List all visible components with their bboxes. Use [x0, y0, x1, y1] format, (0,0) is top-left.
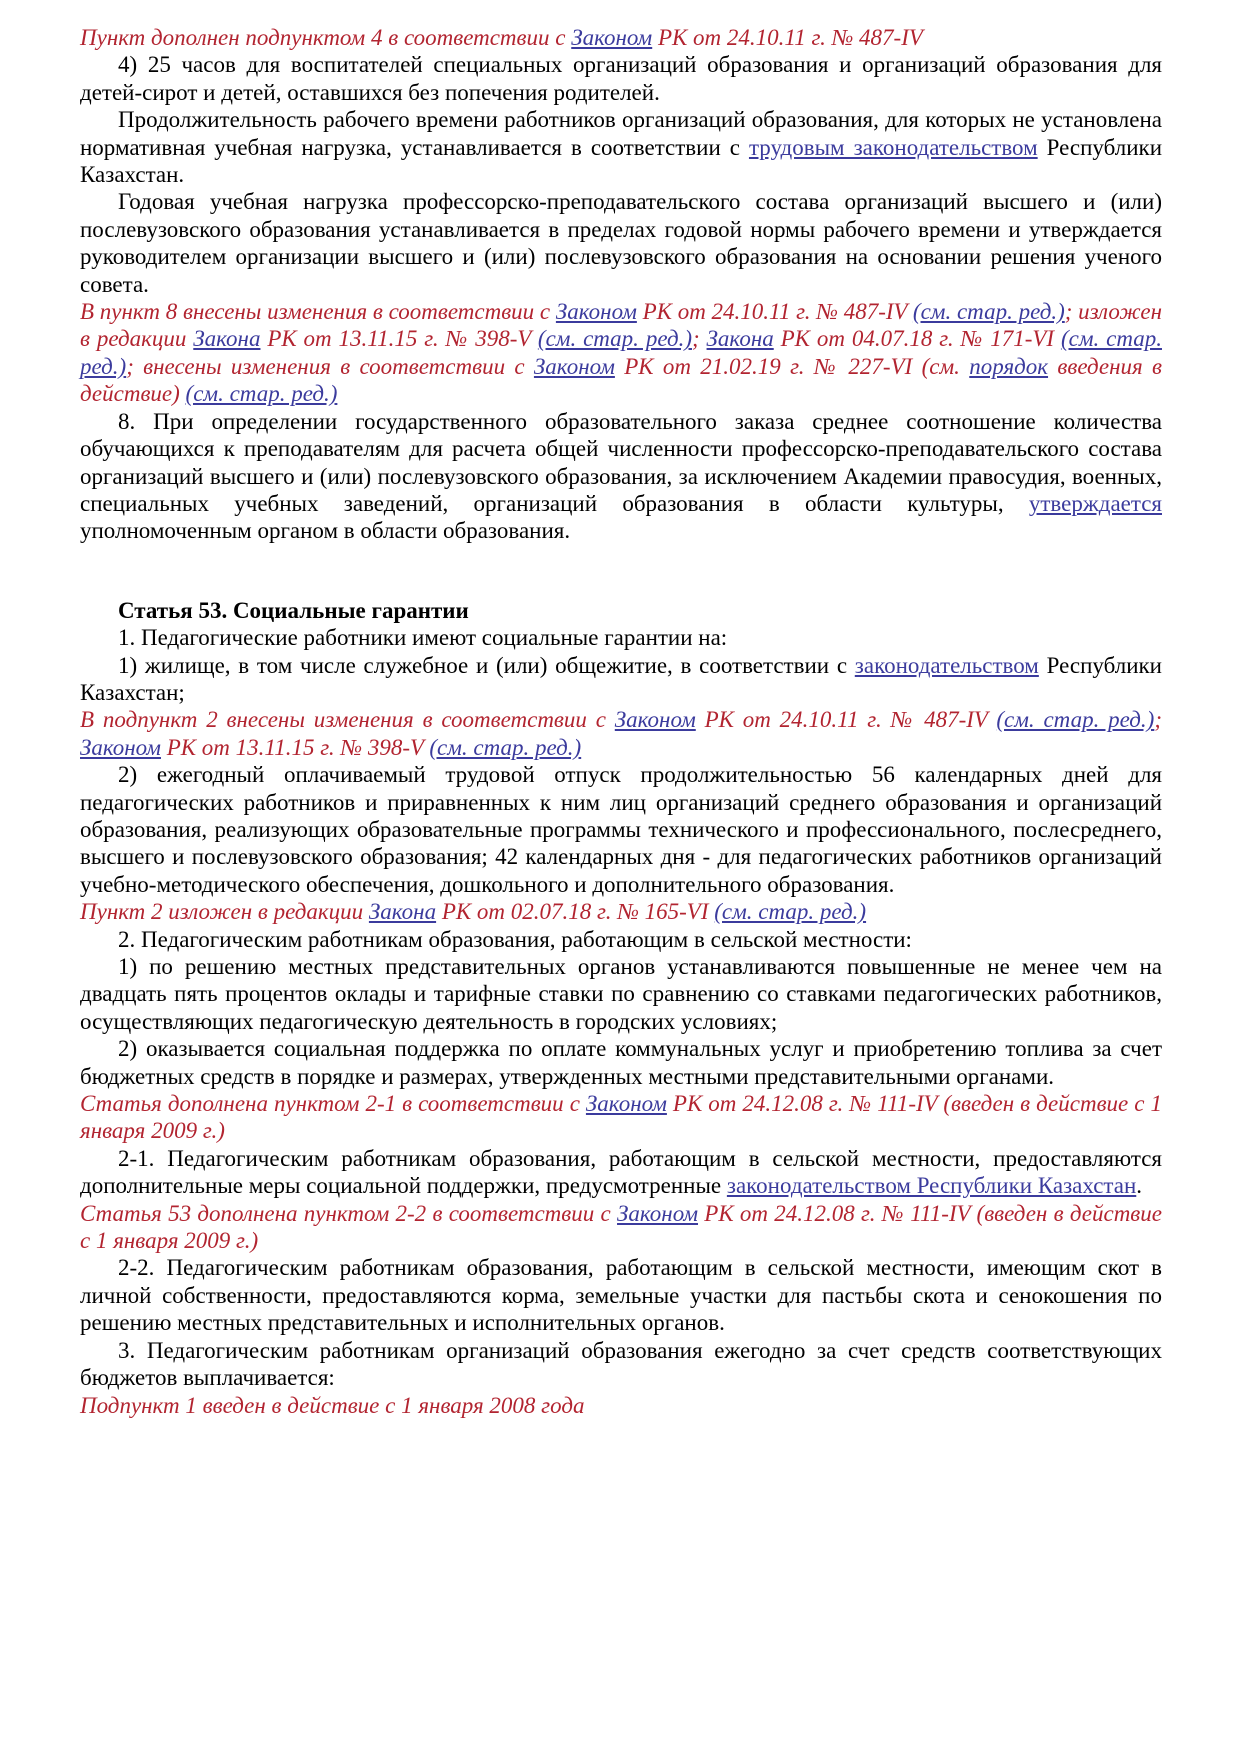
- body-paragraph: [80, 761, 1162, 898]
- text-run: ; изложен в редакции: [80, 299, 1163, 352]
- text-run: ; внесены изменения в соответствии с: [126, 353, 534, 379]
- text-run: В пункт 8 внесены изменения в соответствии с: [80, 299, 556, 325]
- body-paragraph: [80, 106, 1162, 188]
- legal-link[interactable]: (см. стар. ред.): [537, 326, 692, 352]
- legal-link[interactable]: законодательством: [854, 652, 1039, 678]
- article-heading: [80, 597, 1162, 624]
- body-paragraph: [80, 188, 1162, 298]
- body-paragraph: [80, 652, 1162, 707]
- amendment-note: [80, 24, 1162, 51]
- text-run: Пункт дополнен подпунктом 4 в соответствии с: [80, 25, 572, 50]
- body-paragraph: [80, 1254, 1162, 1336]
- text-run: 1) жилище, в том числе служебное и (или) общежитие, в соответствии с: [118, 652, 855, 678]
- legal-link[interactable]: Законом: [585, 1091, 667, 1117]
- text-run: 2-1. Педагогическим работникам образования, работающим в сельской местности, предоставляются дополнительные меры социальной поддержки, предусмотренные: [80, 1145, 1162, 1199]
- legal-link[interactable]: (см. стар. ред.): [185, 381, 338, 407]
- text-run: Годовая учебная нагрузка профессорско-преподавательского состава организаций высшего и (или) послевузовского образования устанавливается в пределах годовой нормы рабочего времени и утверждается руководителем организации высшего и (или) послевузовского образования на основании решения ученого совета.: [80, 189, 1162, 297]
- body-paragraph: [80, 51, 1162, 106]
- text-run: РК от 24.12.08 г. № 111-IV (введен в действие с 1 января 2009 г.): [80, 1091, 1162, 1144]
- text-run: РК от 02.07.18 г. № 165-VI: [436, 899, 715, 925]
- legal-link[interactable]: (см. стар. ред.): [80, 326, 1162, 379]
- legal-link[interactable]: Законом: [617, 1200, 699, 1226]
- text-run: Статья 53. Социальные гарантии: [118, 597, 469, 623]
- text-run: 3. Педагогическим работникам организаций образования ежегодно за счет средств соответствующих бюджетов выплачивается:: [80, 1337, 1162, 1391]
- text-run: Продолжительность рабочего времени работников организаций образования, для которых не установлена нормативная учебная нагрузка, устанавливается в соответствии с: [80, 107, 1162, 160]
- body-paragraph: [80, 1337, 1162, 1392]
- legal-link[interactable]: (см. стар. ред.): [996, 707, 1155, 733]
- text-run: 2. Педагогическим работникам образования, работающим в сельской местности:: [118, 926, 912, 952]
- text-run: введения в действие): [80, 353, 1162, 407]
- legal-link[interactable]: Закона: [706, 326, 774, 352]
- legal-link[interactable]: Законом: [555, 299, 637, 325]
- body-paragraph: [80, 953, 1162, 1035]
- text-run: 2) оказывается социальная поддержка по оплате коммунальных услуг и приобретению топлива за счет бюджетных средств в порядке и размерах, утвержденных местными представительными органами.: [80, 1036, 1162, 1089]
- text-run: РК от 21.02.19 г. № 227-VI (см.: [614, 353, 970, 379]
- text-run: Республики Казахстан.: [80, 134, 1163, 188]
- legal-link[interactable]: Законом: [80, 734, 161, 760]
- legal-link[interactable]: Законом: [533, 353, 615, 379]
- text-run: 1) по решению местных представительных органов устанавливаются повышенные не менее чем на двадцать пять процентов оклады и тарифные ставки по сравнению со ставками педагогических работников, осуществляющих педагогическую деятельность в городских условиях;: [80, 954, 1162, 1034]
- text-run: Пункт 2 изложен в редакции: [80, 899, 369, 925]
- amendment-note: [80, 298, 1162, 408]
- text-run: Статья дополнена пунктом 2-1 в соответствии с: [80, 1091, 586, 1117]
- amendment-note: [80, 1200, 1162, 1255]
- text-run: 8. При определении государственного образовательного заказа среднее соотношение количества обучающихся к преподавателям для расчета общей численности профессорско-преподавательского состава организаций высшего и (или) послевузовского образования, за исключением Академии правосудия, военных, специальных учебных заведений, организаций образования в области культуры,: [80, 408, 1162, 516]
- body-paragraph: [80, 408, 1162, 545]
- body-paragraph: [80, 926, 1162, 953]
- text-run: 2-2. Педагогическим работникам образования, работающим в сельской местности, имеющим скот в личной собственности, предоставляются корма, земельные участки для пастьбы скота и сенокошения по решению местных представительных и исполнительных органов.: [80, 1255, 1162, 1336]
- text-run: Подпункт 1 введен в действие с 1 января 2008 года: [80, 1392, 585, 1418]
- text-run: Статья 53 дополнена пунктом 2-2 в соответствии с: [80, 1200, 618, 1226]
- text-run: .: [1136, 1173, 1143, 1199]
- text-run: ;: [1154, 707, 1162, 733]
- text-run: РК от 04.07.18 г. № 171-VI: [773, 326, 1061, 352]
- legal-link[interactable]: Закона: [193, 326, 261, 352]
- legal-link[interactable]: трудовым законодательством: [748, 134, 1038, 160]
- legal-link[interactable]: (см. стар. ред.): [912, 299, 1065, 325]
- text-run: 1. Педагогические работники имеют социальные гарантии на:: [118, 625, 728, 651]
- legal-link[interactable]: (см. стар. ред.): [429, 734, 582, 760]
- amendment-note: [80, 706, 1162, 761]
- document-body: [80, 24, 1162, 1419]
- amendment-note: [80, 1090, 1162, 1145]
- legal-link[interactable]: Законом: [571, 25, 653, 50]
- legal-link[interactable]: Закона: [368, 899, 437, 925]
- amendment-note: [80, 1392, 1162, 1419]
- body-paragraph: [80, 1145, 1162, 1200]
- body-paragraph: [80, 1035, 1162, 1090]
- text-run: РК от 24.10.11 г. № 487-IV: [695, 707, 997, 733]
- body-paragraph: [80, 624, 1162, 651]
- text-run: 4) 25 часов для воспитателей специальных организаций образования и организаций образования для детей-сирот и детей, оставшихся без попечения родителей.: [80, 52, 1162, 105]
- amendment-note: [80, 898, 1162, 925]
- text-run: РК от 24.10.11 г. № 487-IV: [652, 25, 923, 50]
- legal-link[interactable]: (см. стар. ред.): [714, 899, 867, 925]
- legal-link[interactable]: Законом: [614, 707, 696, 733]
- text-run: 2) ежегодный оплачиваемый трудовой отпуск продолжительностью 56 календарных дней для педагогических работников и приравненных к ним лиц организаций среднего образования и организаций образования, реализующих образовательные программы технического и профессионального, послесреднего, высшего и послевузовского образования; 42 календарных дня - для педагогических работников организаций учебно-методического обеспечения, дошкольного и дополнительного образования.: [80, 762, 1162, 897]
- text-run: Республики Казахстан;: [80, 652, 1162, 705]
- text-run: РК от 13.11.15 г. № 398-V: [160, 734, 430, 760]
- legal-link[interactable]: утверждается: [1028, 490, 1162, 516]
- text-run: ;: [692, 326, 707, 352]
- text-run: РК от 24.10.11 г. № 487-IV: [636, 299, 913, 325]
- text-run: уполномоченным органом в области образования.: [80, 518, 571, 544]
- text-run: РК от 24.12.08 г. № 111-IV (введен в действие с 1 января 2009 г.): [80, 1200, 1162, 1254]
- legal-link[interactable]: порядок: [969, 353, 1049, 379]
- legal-link[interactable]: законодательством Республики Казахстан: [726, 1173, 1137, 1199]
- text-run: В подпункт 2 внесены изменения в соответствии с: [80, 707, 615, 733]
- text-run: РК от 13.11.15 г. № 398-V: [260, 326, 538, 352]
